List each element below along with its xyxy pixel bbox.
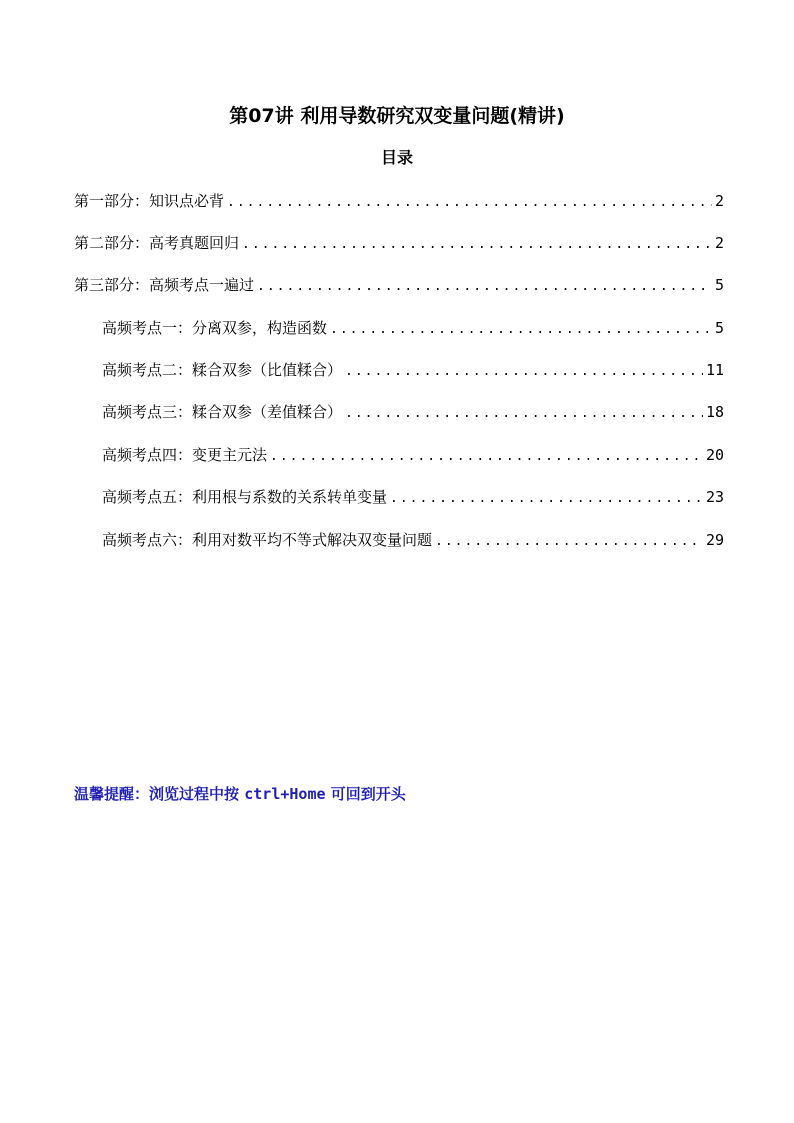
- toc-dot-leader: [227, 192, 712, 214]
- document-title: 第07讲 利用导数研究双变量问题(精讲): [229, 105, 565, 127]
- reminder-shortcut: ctrl+Home: [244, 785, 326, 803]
- toc-page-number: 2: [714, 234, 724, 252]
- toc-entry-part-2[interactable]: [74, 232, 724, 256]
- toc-entry-label: 第二部分：高考真题回归: [74, 234, 240, 252]
- toc-heading: 目录: [380, 148, 413, 167]
- toc-entry-label: 高频考点二：糅合双参（比值糅合）: [102, 361, 343, 379]
- toc-entry-label: 高频考点四：变更主元法: [102, 446, 268, 464]
- toc-dot-leader: [345, 403, 703, 425]
- navigation-reminder: [74, 783, 406, 805]
- toc-dot-leader: [242, 234, 712, 256]
- toc-dot-leader: [257, 276, 712, 298]
- reminder-prefix: 温馨提醒：浏览过程中按: [74, 785, 240, 803]
- toc-entry-topic-4[interactable]: [102, 444, 724, 468]
- toc-entry-label: 第一部分：知识点必背: [74, 192, 225, 210]
- toc-page-number: 5: [714, 276, 724, 294]
- toc-entry-label: 第三部分：高频考点一遍过: [74, 276, 255, 294]
- toc-dot-leader: [390, 488, 703, 510]
- toc-entry-part-1[interactable]: [74, 190, 724, 214]
- toc-dot-leader: [345, 361, 703, 383]
- toc-entry-topic-1[interactable]: [102, 317, 724, 341]
- reminder-suffix: 可回到开头: [330, 785, 406, 803]
- toc-page-number: 11: [705, 361, 724, 379]
- toc-entry-label: 高频考点六：利用对数平均不等式解决双变量问题: [102, 531, 433, 549]
- toc-entry-topic-2[interactable]: [102, 359, 724, 383]
- toc-dot-leader: [435, 531, 703, 553]
- toc-page-number: 23: [705, 488, 724, 506]
- toc-page-number: 29: [705, 531, 724, 549]
- toc-entry-topic-6[interactable]: [102, 529, 724, 553]
- toc-page-number: 18: [705, 403, 724, 421]
- toc-page-number: 20: [705, 446, 724, 464]
- toc-entry-label: 高频考点五：利用根与系数的关系转单变量: [102, 488, 388, 506]
- toc-entry-label: 高频考点一：分离双参，构造函数: [102, 319, 328, 337]
- toc-entry-label: 高频考点三：糅合双参（差值糅合）: [102, 403, 343, 421]
- toc-page-number: 2: [714, 192, 724, 210]
- toc-entry-topic-3[interactable]: [102, 401, 724, 425]
- toc-page-number: 5: [714, 319, 724, 337]
- toc-entry-topic-5[interactable]: [102, 486, 724, 510]
- toc-entry-part-3[interactable]: [74, 274, 724, 298]
- toc-dot-leader: [270, 446, 703, 468]
- toc-dot-leader: [330, 319, 712, 341]
